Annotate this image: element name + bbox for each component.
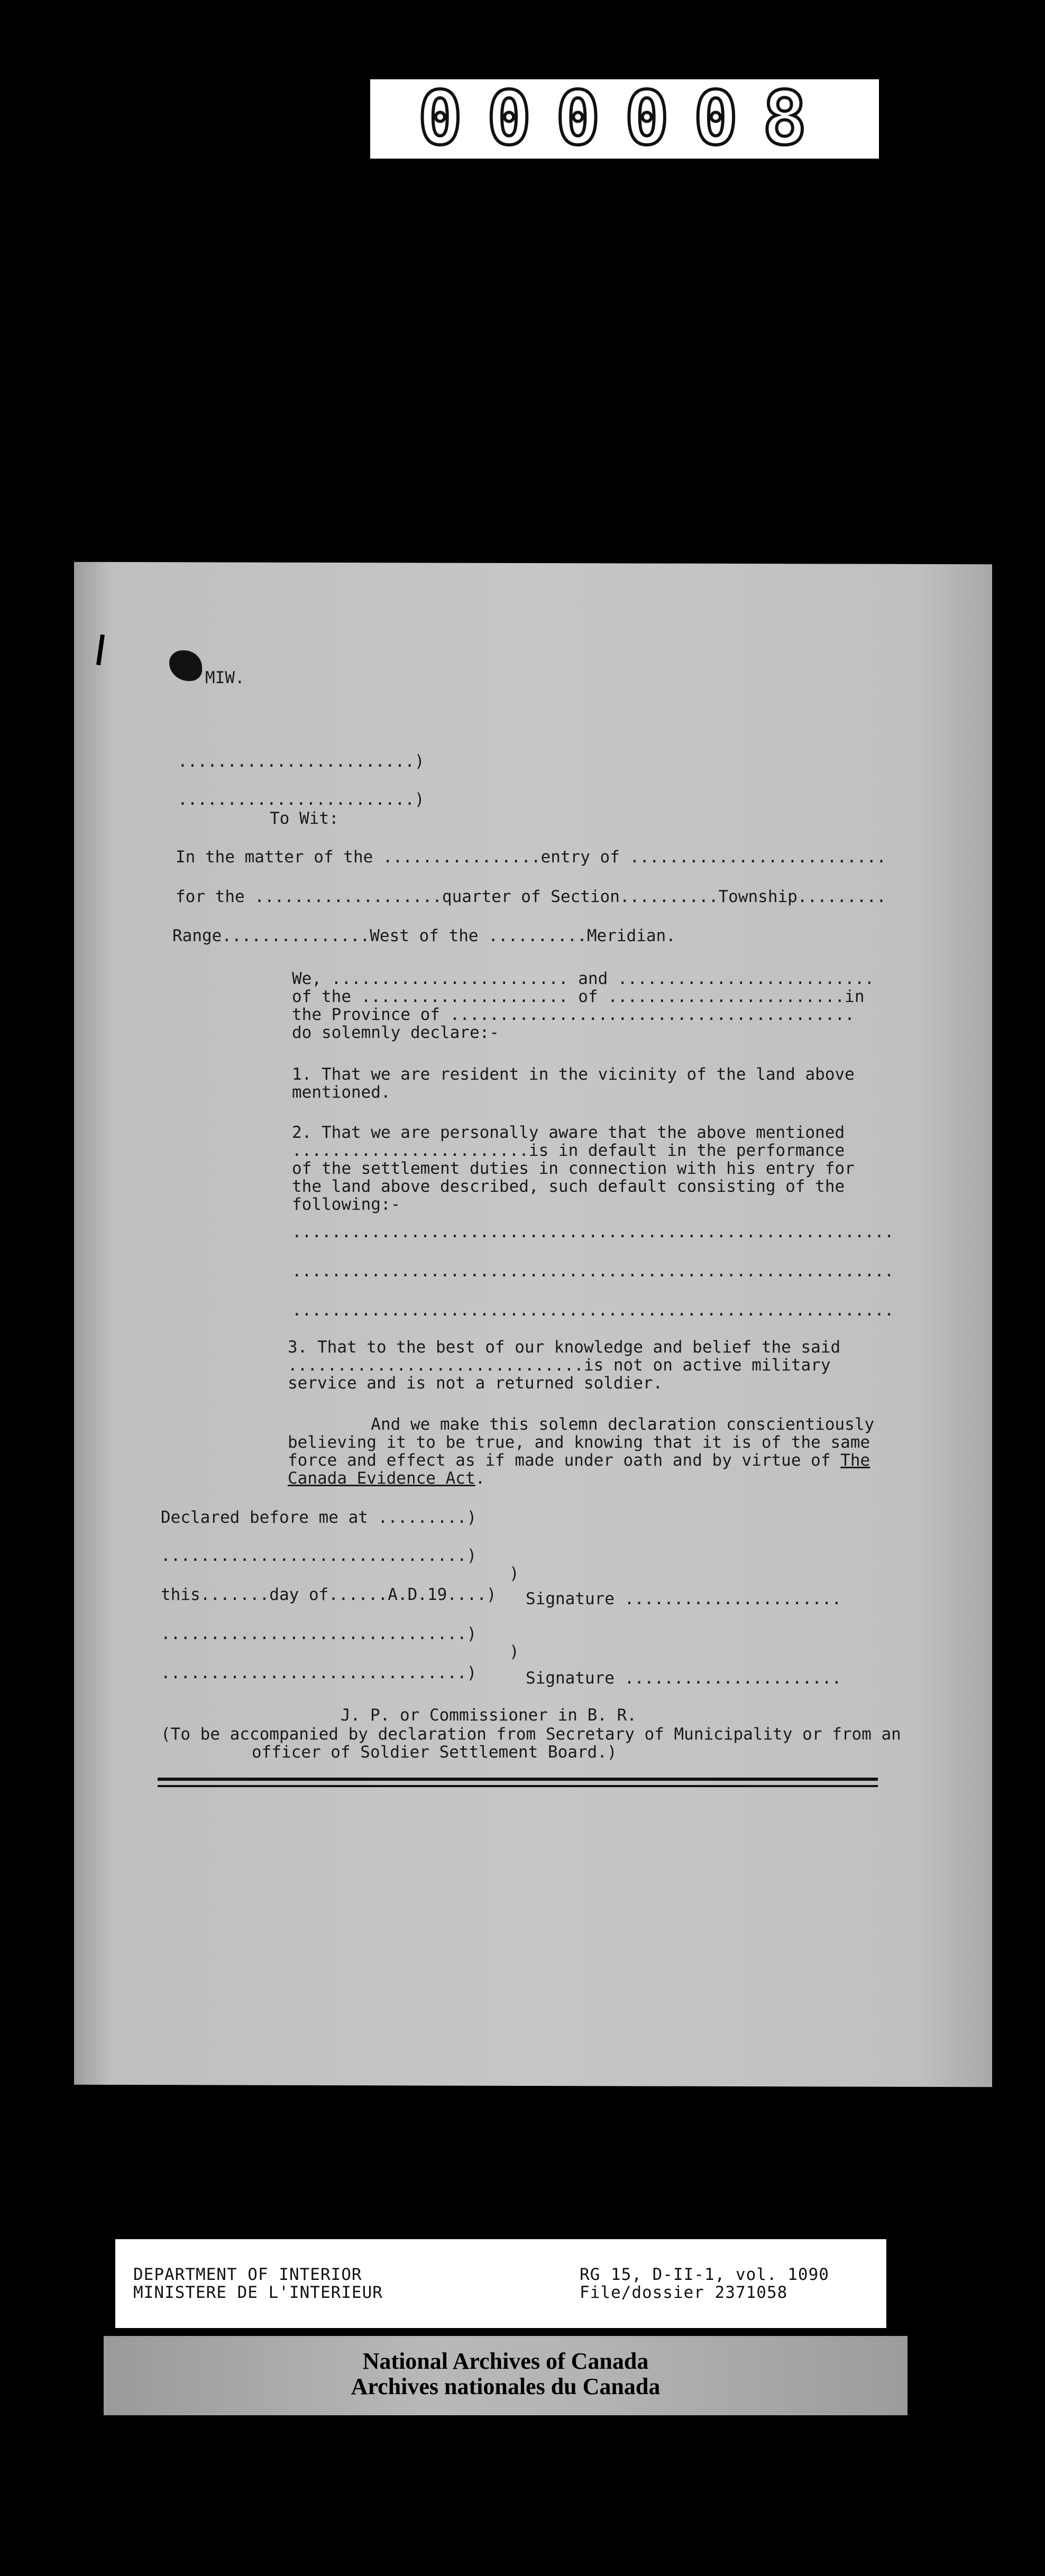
for-line: for the ...................quarter of Section..........Township.........: [176, 887, 886, 906]
default-dots-2: .............................................................: [292, 1262, 894, 1281]
department-english: DEPARTMENT OF INTERIOR: [133, 2265, 362, 2284]
jp-caption: J. P. or Commissioner in B. R.: [341, 1706, 637, 1725]
to-wit-line-1: ........................): [178, 752, 425, 771]
archive-name-english: National Archives of Canada: [362, 2348, 649, 2374]
note-line-1: (To be accompanied by declaration from Secretary of Municipality or from an: [161, 1725, 901, 1744]
we-line-3: the Province of .........................................: [292, 1005, 855, 1024]
signature-field-2: Signature ......................: [526, 1669, 842, 1688]
para-1-line-2: mentioned.: [292, 1083, 391, 1102]
we-line-2: of the ..................... of ........................in: [292, 987, 865, 1006]
para-3-line-2: ..............................is not on active military: [288, 1356, 831, 1375]
range-line: Range...............West of the ..........Meridian.: [172, 926, 676, 945]
declaration-line-4: [288, 1469, 485, 1488]
para-3-line-3: service and is not a returned soldier.: [288, 1374, 663, 1393]
act-name-part-1: The: [840, 1451, 870, 1470]
form-code: MIW.: [205, 668, 245, 687]
archive-name-french: Archives nationales du Canada: [351, 2373, 661, 2399]
declaration-line-3: [288, 1451, 870, 1470]
to-wit-line-2: ........................): [178, 790, 425, 809]
declaration-line-1: And we make this solemn declaration conscientiously: [292, 1415, 875, 1434]
bracket-2: ): [509, 1642, 519, 1661]
we-line-4: do solemnly declare:-: [292, 1023, 499, 1042]
declared-jp-line: ...............................): [161, 1663, 477, 1682]
declaration-line-3-text: force and effect as if made under oath and by virtue of: [288, 1451, 841, 1470]
archive-label: [115, 2239, 886, 2328]
declared-place-line: ...............................): [161, 1546, 477, 1565]
declaration-line-2: believing it to be true, and knowing that it is of the same: [288, 1433, 870, 1452]
act-name-part-2: Canada Evidence Act: [288, 1469, 475, 1488]
archive-banner: [104, 2336, 908, 2415]
declared-date-line: this.......day of......A.D.19....): [161, 1585, 497, 1604]
signature-field-1: Signature ......................: [526, 1589, 842, 1608]
to-wit-label: To Wit:: [270, 809, 339, 828]
para-1-line-1: 1. That we are resident in the vicinity of the land above: [292, 1065, 855, 1084]
note-line-2: officer of Soldier Settlement Board.): [252, 1743, 617, 1762]
default-dots-1: .............................................................: [292, 1222, 894, 1241]
matter-line: In the matter of the ................entry of ..........................: [176, 848, 886, 867]
double-rule-bottom: [158, 1785, 878, 1787]
para-2-line-4: the land above described, such default consisting of the: [292, 1177, 845, 1196]
para-2-line-3: of the settlement duties in connection with his entry for: [292, 1159, 855, 1178]
file-reference: File/dossier 2371058: [580, 2283, 788, 2302]
para-3-line-1: 3. That to the best of our knowledge and belief the said: [288, 1338, 841, 1357]
we-line-1: We, ........................ and ..........................: [292, 969, 875, 988]
frame-counter: [370, 76, 879, 162]
default-dots-3: .............................................................: [292, 1301, 894, 1320]
declared-name-line: ...............................): [161, 1624, 477, 1643]
double-rule-top: [158, 1778, 878, 1781]
declaration-line-4-period: .: [475, 1469, 485, 1488]
department-french: MINISTERE DE L'INTERIEUR: [133, 2283, 383, 2302]
bracket-1: ): [509, 1564, 519, 1583]
frame-counter-digits: 000008: [418, 76, 831, 162]
para-2-line-1: 2. That we are personally aware that the above mentioned: [292, 1123, 845, 1142]
para-2-line-5: following:-: [292, 1195, 401, 1214]
para-2-line-2: ........................is in default in the performance: [292, 1141, 845, 1160]
record-group-reference: RG 15, D-II-1, vol. 1090: [580, 2265, 829, 2284]
declared-before-line: Declared before me at .........): [161, 1508, 477, 1527]
